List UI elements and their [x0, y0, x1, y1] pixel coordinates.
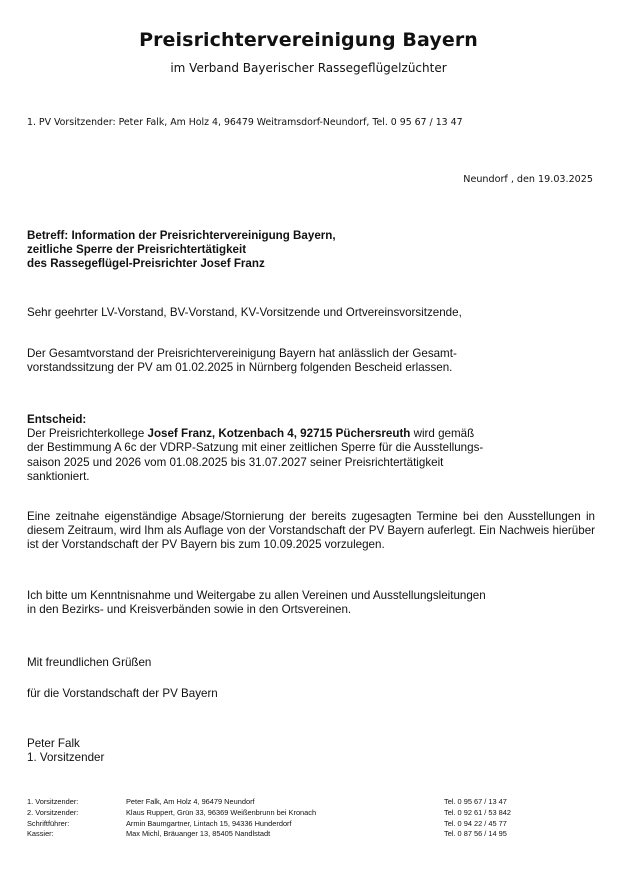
subject-line-3: des Rassegeflügel-Preisrichter Josef Franz — [27, 257, 265, 271]
signature-name: Peter Falk — [27, 737, 80, 750]
footer-row — [27, 808, 597, 819]
decision-line-4: sanktioniert. — [27, 469, 90, 483]
footer-role: 1. Vorsitzender: — [27, 797, 79, 806]
board-footer — [27, 797, 597, 840]
subject-block — [27, 229, 595, 272]
footer-address: Max Michl, Bräuanger 13, 85405 Nandlstadt — [126, 829, 271, 839]
letterhead-title: Preisrichtervereinigung Bayern — [139, 29, 478, 51]
sender-line: 1. PV Vorsitzender: Peter Falk, Am Holz 4, 96479 Weitramsdorf-Neundorf, Tel. 0 95 67 / 13 47 — [27, 117, 463, 128]
decision-line-3: saison 2025 und 2026 vom 01.08.2025 bis 31.07.2027 seiner Preisrichtertätigkeit — [27, 455, 444, 469]
subject-line-2: zeitliche Sperre der Preisrichtertätigkeit — [27, 243, 247, 257]
closing-on-behalf: für die Vorstandschaft der PV Bayern — [27, 687, 218, 700]
footer-role: 2. Vorsitzender: — [27, 807, 79, 817]
signature-role: 1. Vorsitzender — [27, 751, 105, 765]
decision-person: Josef Franz, Kotzenbach 4, 92715 Püchersreuth — [147, 427, 411, 441]
signature-block — [27, 737, 595, 765]
decision-line-1 — [27, 427, 595, 441]
obligation-paragraph: Eine zeitnahe eigenständige Absage/Stornierung der bereits zugesagten Termine bei den Ausstellungen in diesem Zeitraum, wird Ihm als Auflage von der Vorstandschaft der PV Bayern auferlegt. Ein Nachweis hierüber ist der Vorstandschaft der PV Bayern bis zum 10.09.2025 vorzulegen. — [27, 510, 595, 552]
request-line-2: in den Bezirks- und Kreisverbänden sowie in den Ortsvereinen. — [27, 603, 352, 617]
footer-phone: Tel. 0 87 56 / 14 95 — [444, 829, 507, 839]
footer-role: Kassier: — [27, 829, 54, 839]
closing-greeting: Mit freundlichen Grüßen — [27, 656, 152, 669]
footer-role: Schriftführer: — [27, 818, 70, 828]
request-paragraph — [27, 589, 595, 617]
footer-address: Klaus Ruppert, Grün 33, 96369 Weißenbrunn bei Kronach — [126, 807, 317, 817]
footer-address: Peter Falk, Am Holz 4, 96479 Neundorf — [126, 797, 255, 806]
intro-line-2: vorstandssitzung der PV am 01.02.2025 in Nürnberg folgenden Bescheid erlassen. — [27, 361, 453, 375]
footer-phone: Tel. 0 94 22 / 45 77 — [444, 818, 507, 828]
intro-paragraph — [27, 347, 595, 375]
decision-label: Entscheid: — [27, 413, 87, 426]
footer-address: Armin Baumgartner, Lintach 15, 94336 Hunderdorf — [126, 818, 292, 828]
footer-row — [27, 819, 597, 830]
subject-line-1: Betreff: Information der Preisrichtervereinigung Bayern, — [27, 229, 336, 242]
footer-row — [27, 829, 597, 840]
letterhead-subtitle: im Verband Bayerischer Rassegeflügelzüchter — [170, 61, 447, 75]
request-line-1: Ich bitte um Kenntnisnahme und Weitergabe zu allen Vereinen und Ausstellungsleitungen — [27, 589, 486, 602]
decision-paragraph — [27, 413, 595, 484]
decision-line-2: der Bestimmung A 6c der VDRP-Satzung mit einer zeitlichen Sperre für die Ausstellungs- — [27, 441, 484, 455]
intro-line-1: Der Gesamtvorstand der Preisrichtervereinigung Bayern hat anlässlich der Gesamt- — [27, 347, 457, 360]
decision-line-1-start: Der Preisrichterkollege — [27, 427, 148, 441]
footer-row — [27, 797, 597, 808]
salutation: Sehr geehrter LV-Vorstand, BV-Vorstand, KV-Vorsitzende und Ortvereinsvorsitzende, — [27, 306, 462, 319]
footer-phone: Tel. 0 92 61 / 53 842 — [444, 807, 511, 817]
decision-line-1-end: wird gemäß — [410, 427, 475, 441]
date-line: Neundorf , den 19.03.2025 — [463, 174, 593, 185]
footer-phone: Tel. 0 95 67 / 13 47 — [444, 797, 507, 806]
